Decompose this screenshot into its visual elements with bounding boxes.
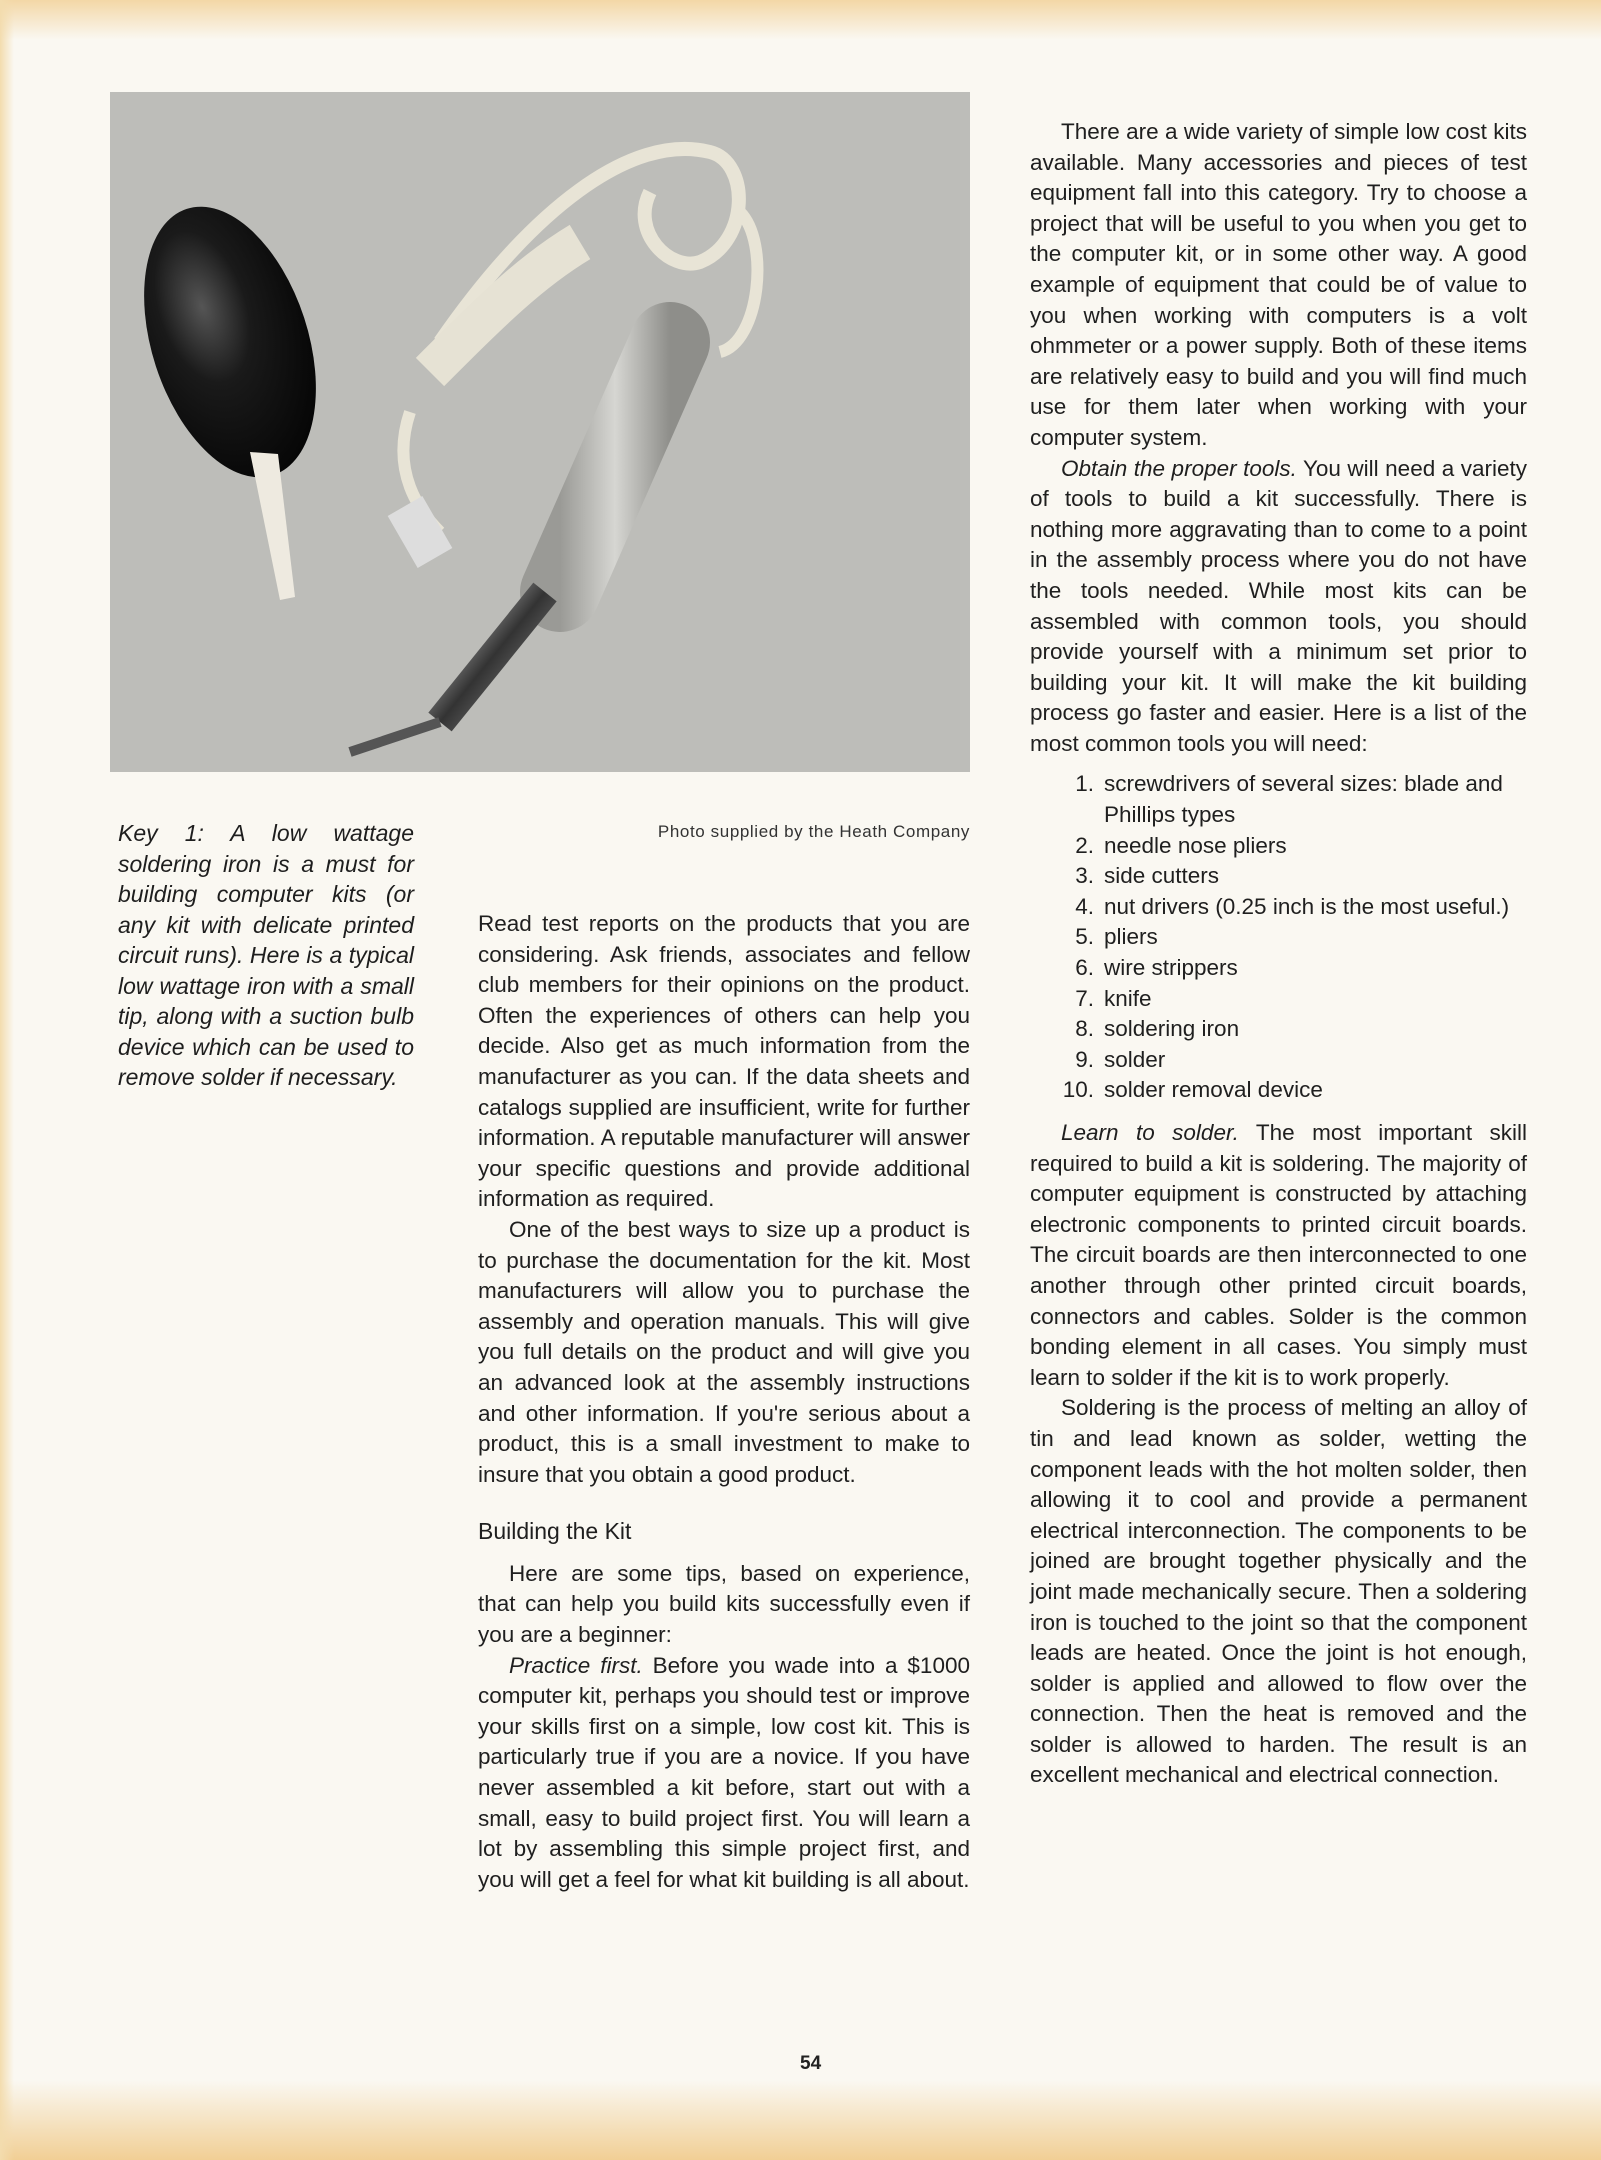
paragraph-text: The most important skill required to build a kit is soldering. The majority of computer equipment is constructed by attaching electronic components to printed circuit boards. The circuit boards are then interconnected to one another through other printed circuit boards, connectors and cables. Solder is the common bonding element in all cases. You simply must learn to solder if the kit is to work properly. (1030, 1120, 1527, 1390)
paragraph (1030, 1118, 1527, 1393)
list-text: knife (1104, 985, 1152, 1011)
scan-edge-top (0, 0, 1601, 40)
list-number: 6. (1075, 955, 1094, 981)
list-number: 3. (1075, 863, 1094, 889)
paragraph (478, 1651, 970, 1896)
paragraph-text: Here are some tips, based on experience, that can help you build kits successfully even if you are a beginner: (478, 1560, 970, 1648)
list-text: solder (1104, 1046, 1166, 1072)
section-heading: Building the Kit (478, 1518, 632, 1545)
paragraph-lead: Learn to solder. (1061, 1120, 1239, 1145)
paragraph-text: One of the best ways to size up a product is to purchase the documentation for the kit. Most manufacturers will allow you to purchase the assembly and operation manuals. This will give you full details on the product and will give you an advanced look at the assembly instructions and other information. If you're serious about a product, this is a small investment to make to insure that you obtain a good product. (478, 1216, 970, 1487)
tools-list (1030, 769, 1527, 1106)
list-text: side cutters (1104, 863, 1220, 889)
scan-edge-left (0, 0, 14, 2160)
paragraph (1030, 454, 1527, 760)
paragraph (478, 1215, 970, 1490)
paragraph-text: Before you wade into a $1000 computer kit, perhaps you should test or improve your skills first on a simple, low cost kit. This is particularly true if you are a novice. If you have never assembled a kit before, start out with a small, easy to build project first. You will learn a lot by assembling this simple project first, and you will get a feel for what kit building is all about. (478, 1652, 970, 1892)
list-item (1030, 831, 1527, 862)
list-number: 8. (1075, 1016, 1094, 1042)
list-text: pliers (1104, 924, 1158, 950)
figure-caption: Key 1: A low wattage soldering iron is a must for building computer kits (or any kit with delicate printed circuit runs). Here is a typical low wattage iron with a small tip, along with a suction bulb device which can be used to remove solder if necessary. (118, 820, 414, 1090)
list-number: 2. (1075, 832, 1094, 858)
list-text: nut drivers (0.25 inch is the most useful.) (1104, 893, 1510, 919)
paragraph (478, 909, 970, 1215)
list-number: 5. (1075, 924, 1094, 950)
page-number: 54 (800, 2053, 822, 2074)
list-number: 4. (1075, 893, 1094, 919)
paragraph-lead: Practice first. (509, 1652, 643, 1678)
list-item (1030, 1045, 1527, 1076)
list-text: needle nose pliers (1104, 832, 1287, 858)
scan-edge-bottom (0, 2080, 1601, 2160)
list-number: 9. (1075, 1046, 1094, 1072)
paragraph (1030, 1393, 1527, 1791)
paragraph (478, 1559, 970, 1651)
list-number: 7. (1075, 985, 1094, 1011)
paragraph-text: Read test reports on the products that you are considering. Ask friends, associates and fellow club members for their opinions on the product. Often the experiences of others can help you decide. Also get as much information from the manufacturer as you can. If the data sheets and catalogs supplied are insufficient, write for further information. A reputable manufacturer will answer your specific questions and provide additional information as required. (478, 911, 970, 1212)
soldering-iron-photo (110, 92, 970, 772)
list-item (1030, 892, 1527, 923)
right-column (1030, 117, 1527, 1791)
paragraph-text: You will need a variety of tools to build a kit successfully. There is nothing more aggravating than to come to a point in the assembly process where you do not have the tools needed. While most kits can be assembled with common tools, you should provide yourself with a minimum set prior to building your kit. It will make the kit building process go faster and easier. Here is a list of the most common tools you will need: (1030, 455, 1527, 756)
list-text: screwdrivers of several sizes: blade and Phillips types (1104, 771, 1503, 828)
list-text: soldering iron (1104, 1016, 1240, 1042)
list-number: 10. (1062, 1077, 1094, 1103)
list-item (1030, 984, 1527, 1015)
photo-credit: Photo supplied by the Heath Company (657, 822, 970, 841)
paragraph-text: Soldering is the process of melting an alloy of tin and lead known as solder, wetting the component leads with the hot molten solder, then allowing it to cool and provide a permanent electrical interconnection. The components to be joined are brought together physically and the joint made mechanically secure. Then a soldering iron is touched to the joint so that the component leads are heated. Once the joint is hot enough, solder is applied and allowed to flow over the connection. Then the heat is removed and the solder is allowed to harden. The result is an excellent mechanical and electrical connection. (1030, 1395, 1527, 1788)
list-text: solder removal device (1104, 1077, 1323, 1103)
list-item (1030, 953, 1527, 984)
list-item (1030, 922, 1527, 953)
list-text: wire strippers (1104, 955, 1238, 981)
list-item (1030, 1014, 1527, 1045)
paragraph (1030, 117, 1527, 454)
list-item (1030, 769, 1527, 830)
paragraph-lead: Obtain the proper tools. (1061, 455, 1297, 481)
list-number: 1. (1075, 771, 1094, 797)
list-item (1030, 861, 1527, 892)
list-item (1030, 1075, 1527, 1106)
middle-column (478, 909, 970, 1895)
paragraph-text: There are a wide variety of simple low cost kits available. Many accessories and pieces of test equipment fall into this category. Try to choose a project that will be useful to you when you get to the computer kit, or in some other way. A good example of equipment that could be of value to you when working with computers is a volt ohmmeter or a power supply. Both of these items are relatively easy to build and you will find much use for them later when working with your computer system. (1030, 119, 1527, 450)
